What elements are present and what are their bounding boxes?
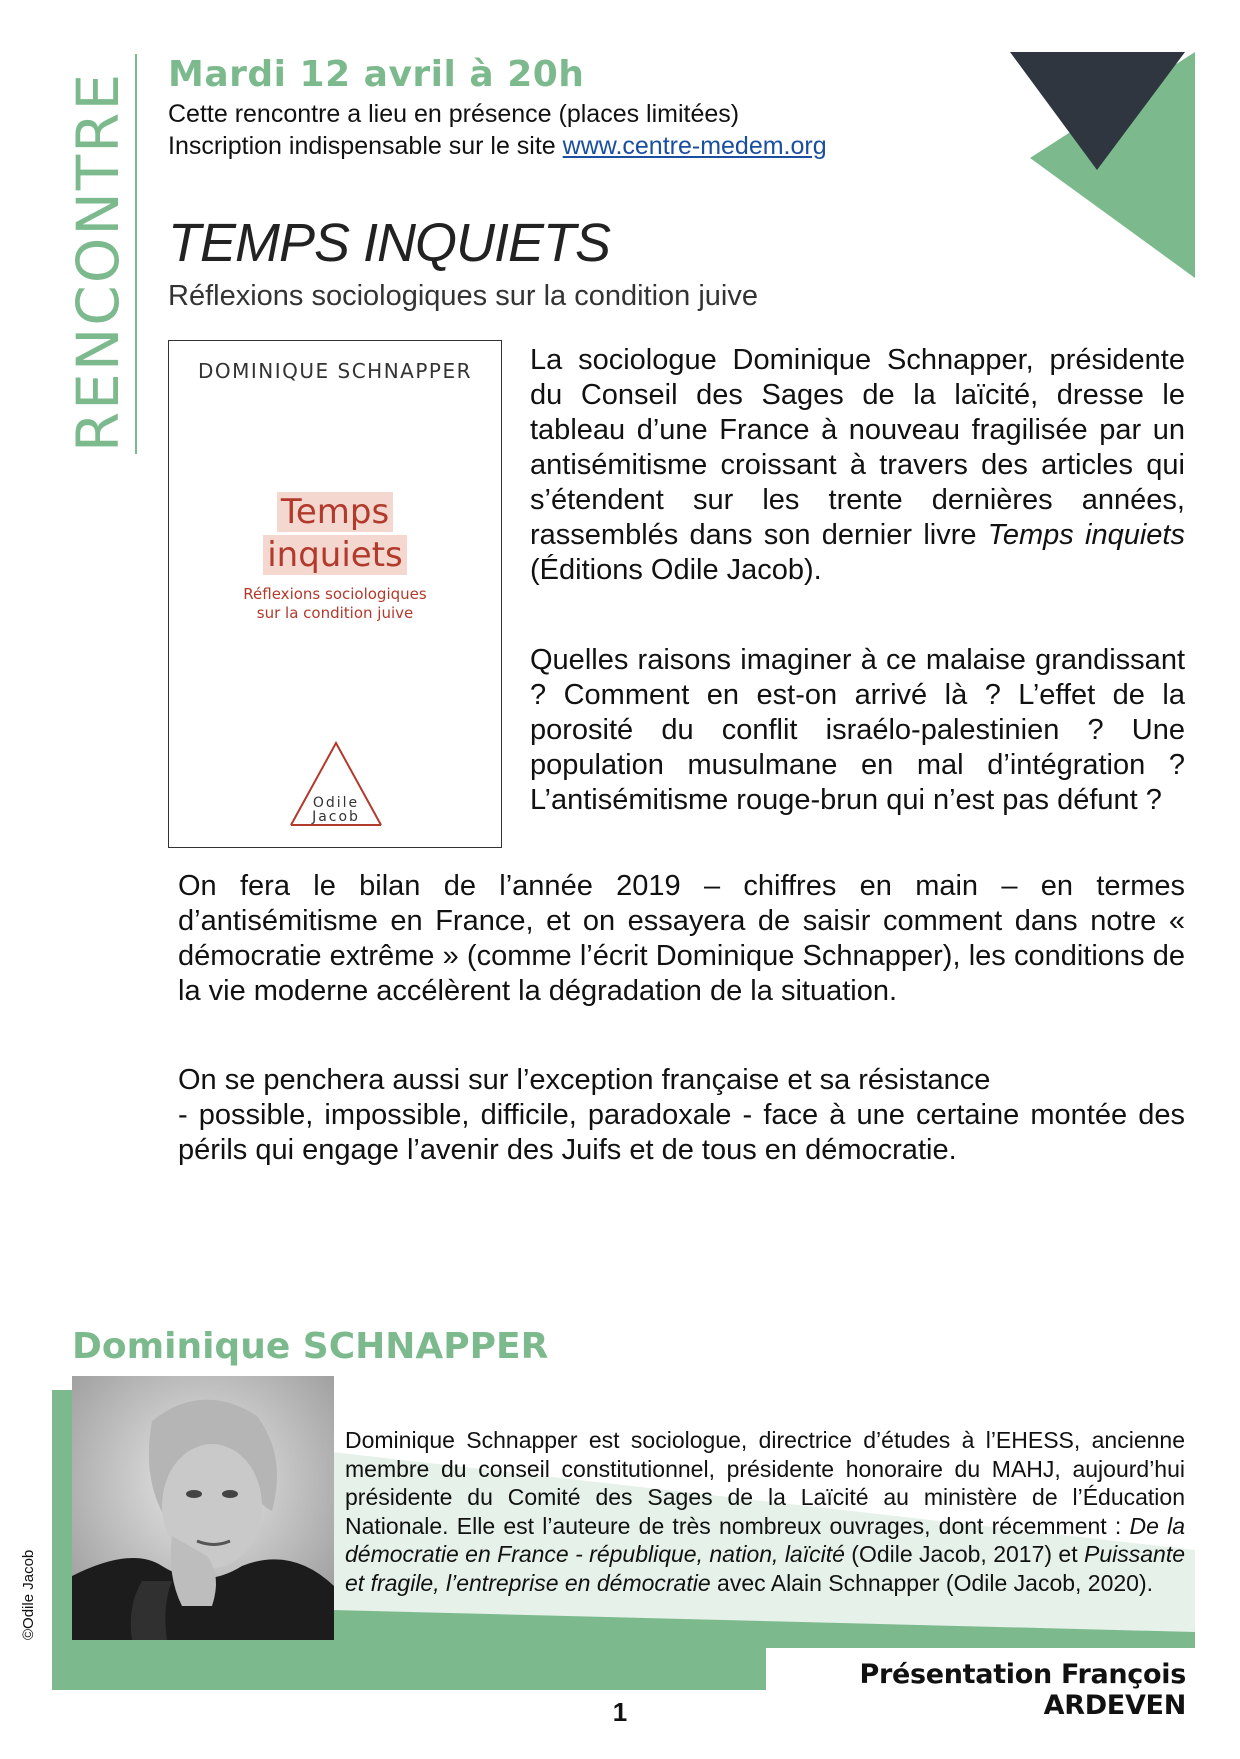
bio-book-1: De la démocratie en France - république, nation, laïcité [345,1512,1185,1567]
bio-text-a: Dominique Schnapper est sociologue, directrice d’études à l’EHESS, ancienne membre du conseil constitutionnel, présidente honoraire du MAHJ, aujourd’hui présidente du Comité des Sages de la Laïcité au ministère de l’Éducation Nationale. Elle est l’auteure de très nombreux ouvrages, dont récemment : [345,1427,1185,1539]
photo-credit: ©Odile Jacob [20,1549,37,1640]
registration-prefix: Inscription indispensable sur le site [168,132,563,160]
page-title: TEMPS INQUIETS [168,213,611,273]
paragraph-assessment: On fera le bilan de l’année 2019 – chiffres en main – en termes d’antisémitisme en France, et on essayera de saisir comment dans notre « démocratie extrême » (comme l’écrit Dominique Schnapper), les conditions de la vie moderne accélèrent la dégradation de la situation. [178,870,1185,1007]
paragraph-questions: Quelles raisons imaginer à ce malaise grandissant ? Comment en est-on arrivé là ? L’effet de la porosité du conflit israélo-palestinien ? Une population musulmane en mal d’intégration ? L’antisémitisme rouge-brun qui n’est pas défunt ? [530,644,1185,816]
cover-subtitle-line1: Réflexions sociologiques [243,585,427,603]
page-number: 1 [612,1697,628,1727]
cover-subtitle [169,585,501,623]
cover-author: DOMINIQUE SCHNAPPER [197,359,473,383]
book-cover [168,340,502,848]
author-photo [72,1376,334,1640]
cover-title [169,491,501,577]
publisher-logo [281,737,391,832]
side-divider [135,54,137,454]
event-date: Mardi 12 avril à 20h [168,54,585,95]
corner-triangles [1010,52,1195,278]
bio-name: Dominique SCHNAPPER [72,1326,549,1367]
intro-end: (Éditions Odile Jacob). [530,554,822,586]
presenter-line: Présentation François ARDEVEN [859,1659,1186,1721]
paragraph-intro [530,343,1185,588]
paragraph-exception [178,1063,1185,1168]
side-label [48,62,148,462]
publisher-line1: Odile [312,795,360,811]
exception-first-line: On se penchera aussi sur l’exception française et sa résistance [178,1064,991,1096]
event-registration-note [168,132,827,161]
page-subtitle: Réflexions sociologiques sur la condition juive [168,280,758,312]
publisher-line2: Jacob [312,809,360,825]
bio-text [345,1426,1185,1597]
bio-book-2: Puissante et fragile, l’entreprise en démocratie [345,1541,1186,1596]
cover-title-line1: Temps [277,492,393,532]
event-attendance-note: Cette rencontre a lieu en présence (places limitées) [168,100,740,128]
exception-rest: - possible, impossible, difficile, paradoxale - face à une certaine montée des périls qui engage l’avenir des Juifs et de tous en démocratie. [178,1099,1185,1166]
cover-subtitle-line2: sur la condition juive [256,604,414,622]
cover-title-line2: inquiets [263,535,407,575]
bio-text-b: (Odile Jacob, 2017) et [844,1541,1084,1567]
side-label-text: RENCONTRE [64,71,132,453]
website-link[interactable]: www.centre-medem.org [562,132,827,160]
intro-text: La sociologue Dominique Schnapper, présidente du Conseil des Sages de la laïcité, dresse le tableau d’une France à nouveau fragilisée par un antisémitisme croissant à travers des articles qui s’étendent sur les trente dernières années, rassemblés dans son dernier livre [530,344,1185,551]
intro-book-title: Temps inquiets [987,519,1185,551]
bio-text-c: avec Alain Schnapper (Odile Jacob, 2020). [710,1569,1154,1596]
